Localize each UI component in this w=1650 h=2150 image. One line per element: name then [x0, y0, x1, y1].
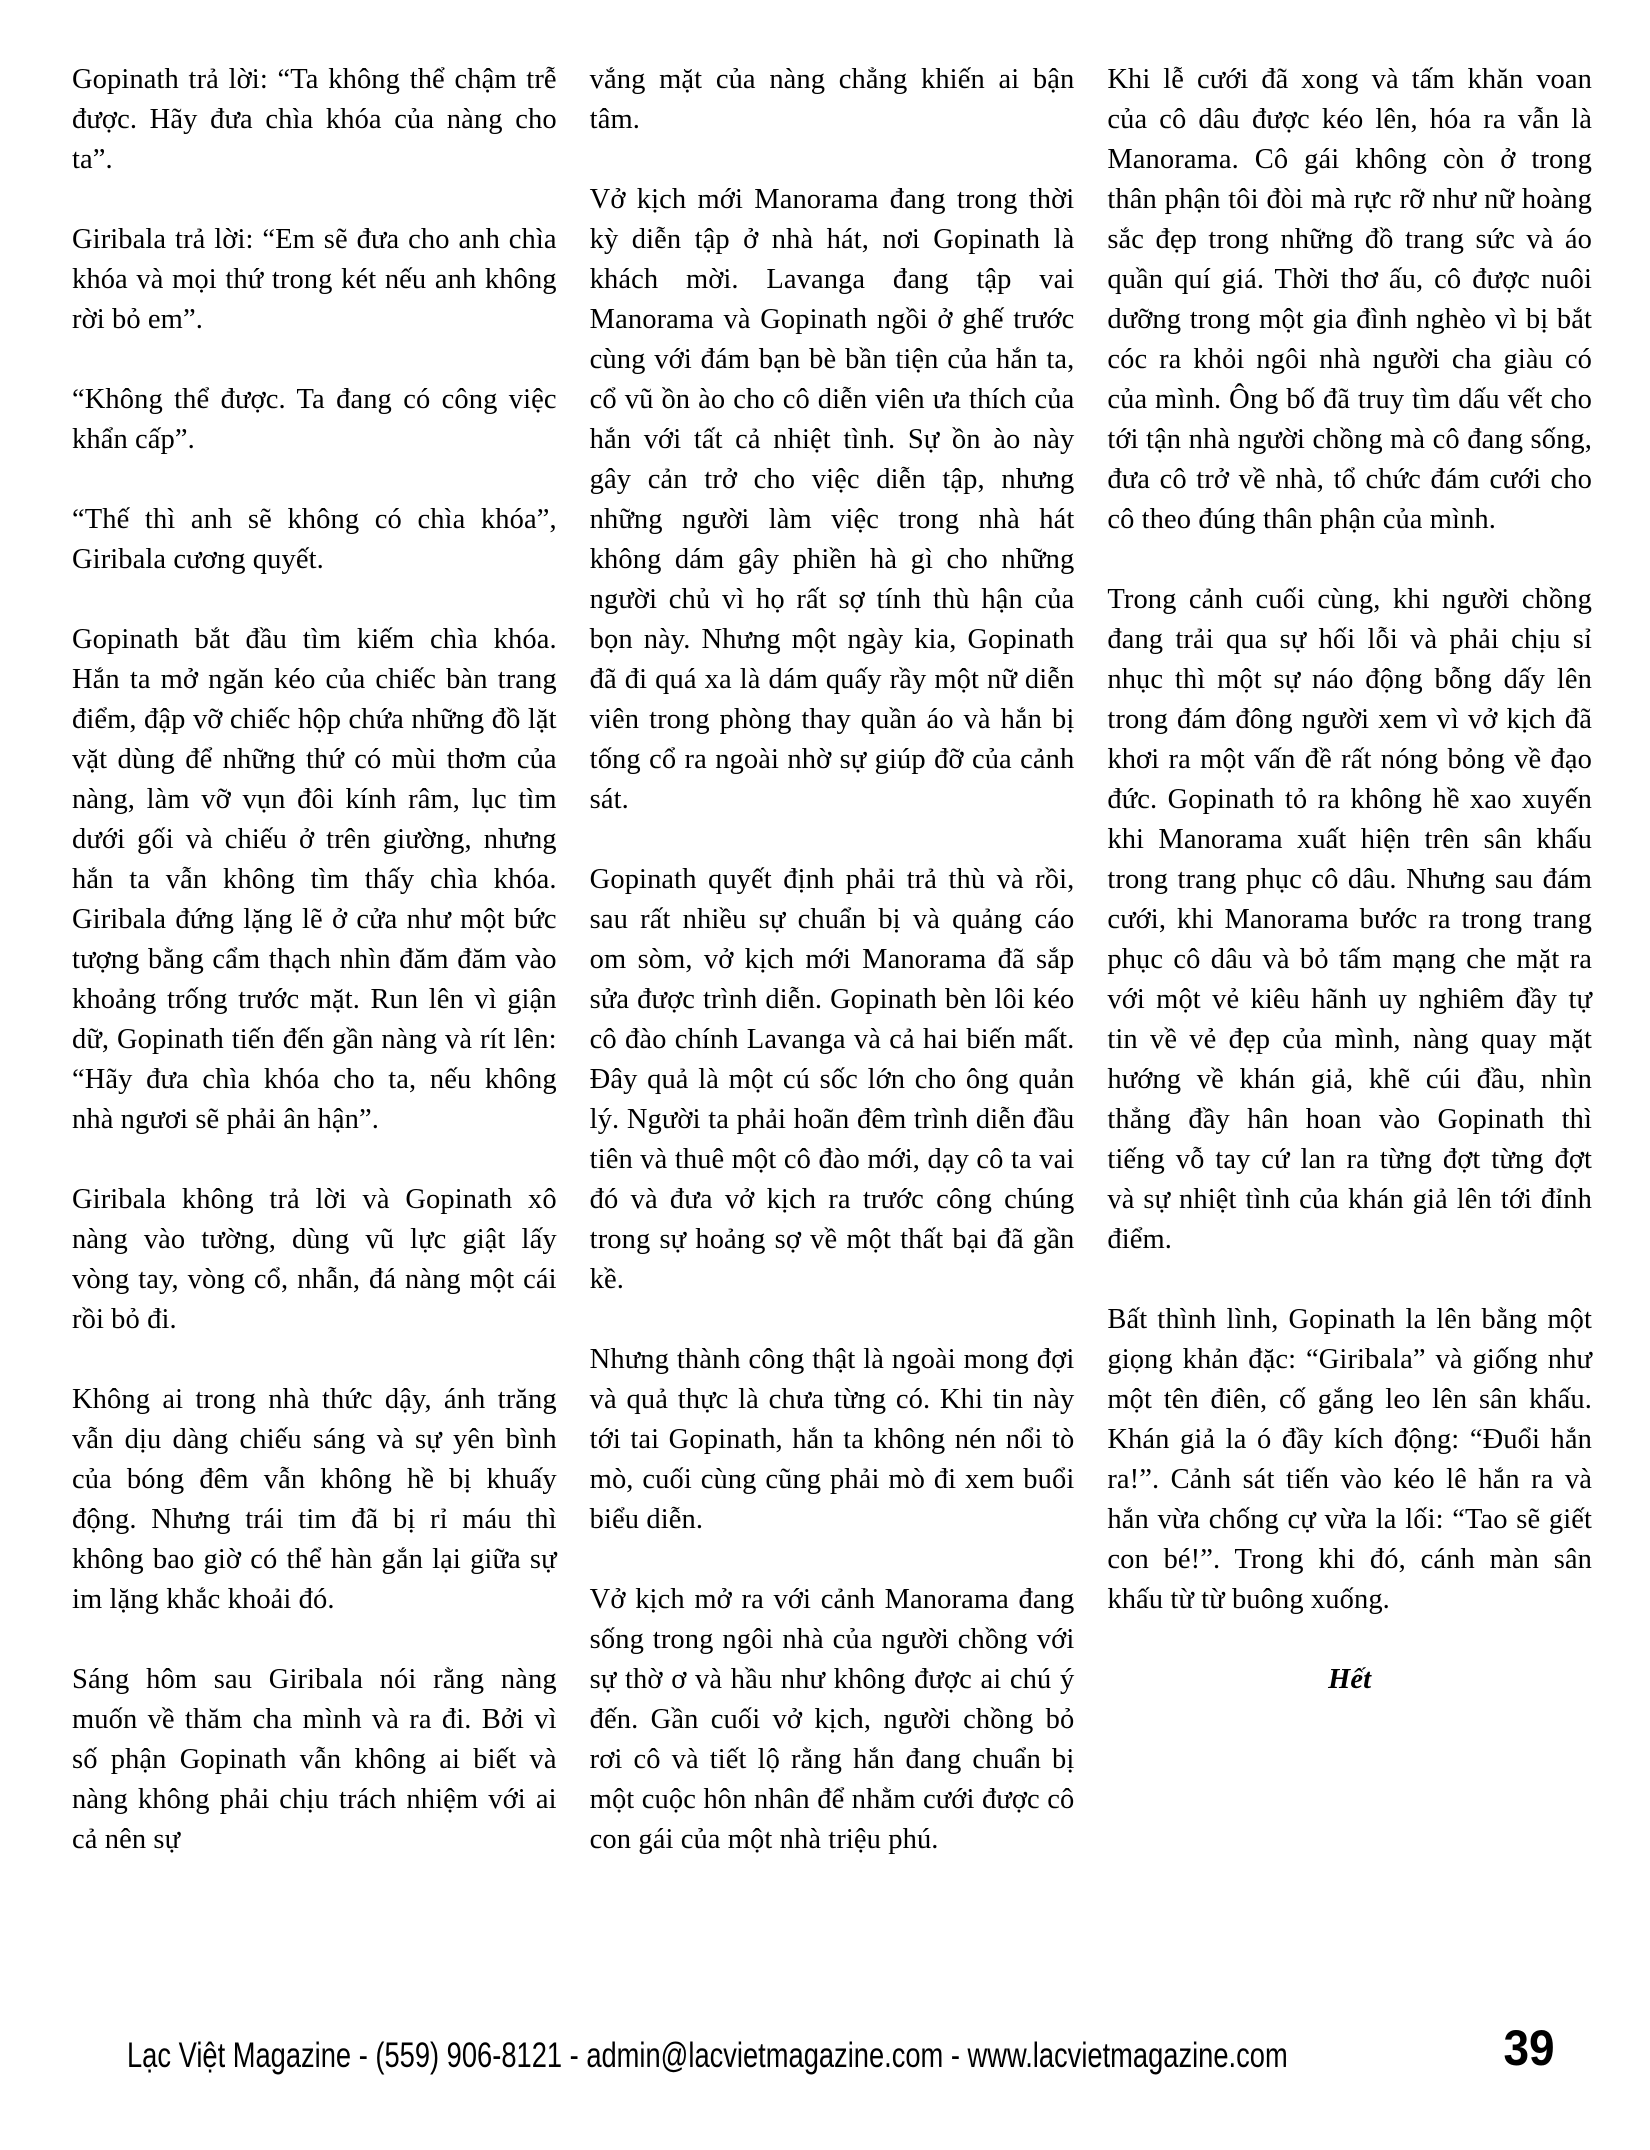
paragraph: Gopinath bắt đầu tìm kiếm chìa khóa. Hắn ta mở ngăn kéo của chiếc bàn trang điểm, đập vỡ chiếc hộp chứa những đồ lặt vặt dùng để những thứ có mùi thơm của nàng, làm vỡ vụn đôi kính râm, lục tìm dưới gối và chiếu ở trên giường, nhưng hắn ta vẫn không tìm thấy chìa khóa. Giribala đứng lặng lẽ ở cửa như một bức tượng bằng cẩm thạch nhìn đăm đăm vào khoảng trống trước mặt. Run lên vì giận dữ, Gopinath tiến đến gần nàng và rít lên: “Hãy đưa chìa khóa cho ta, nếu không nhà ngươi sẽ phải ân hận”.: [72, 624, 557, 1135]
paragraph: Khi lễ cưới đã xong và tấm khăn voan của cô dâu được kéo lên, hóa ra vẫn là Manorama. Cô gái không còn ở trong thân phận tôi đòi mà rực rỡ như nữ hoàng sắc đẹp trong những đồ trang sức và áo quần quí giá. Thời thơ ấu, cô được nuôi dưỡng trong một gia đình nghèo vì bị bắt cóc ra khỏi ngôi nhà người cha giàu có của mình. Ông bố đã truy tìm dấu vết cho tới tận nhà người chồng mà cô đang sống, đưa cô trở về nhà, tổ chức đám cưới cho cô theo đúng thân phận của mình.: [1107, 64, 1593, 535]
paragraph: “Không thể được. Ta đang có công việc khẩn cấp”.: [72, 384, 557, 455]
paragraph: “Thế thì anh sẽ không có chìa khóa”, Giribala cương quyết.: [72, 504, 557, 575]
text-column-2: [590, 60, 1075, 1860]
article-columns: [72, 60, 1592, 1860]
paragraph: Vở kịch mở ra với cảnh Manorama đang sống trong ngôi nhà của người chồng với sự thờ ơ và hầu như không được ai chú ý đến. Gần cuối vở kịch, người chồng bỏ rơi cô và tiết lộ rằng hắn đang chuẩn bị một cuộc hôn nhân để nhằm cưới được cô con gái của một nhà triệu phú.: [589, 1584, 1075, 1855]
paragraph: Vở kịch mới Manorama đang trong thời kỳ diễn tập ở nhà hát, nơi Gopinath là khách mời. Lavanga đang tập vai Manorama và Gopinath ngồi ở ghế trước cùng với đám bạn bè bần tiện của hắn ta, cổ vũ ồn ào cho cô diễn viên ưa thích của hắn với tất cả nhiệt tình. Sự ồn ào này gây cản trở cho việc diễn tập, nhưng những người làm việc trong nhà hát không dám gây phiền hà gì cho những người chủ vì họ rất sợ tính thù hận của bọn này. Nhưng một ngày kia, Gopinath đã đi quá xa là dám quấy rầy một nữ diễn viên trong phòng thay quần áo và hắn bị tống cổ ra ngoài nhờ sự giúp đỡ của cảnh sát.: [589, 184, 1075, 815]
paragraph: Gopinath quyết định phải trả thù và rồi, sau rất nhiều sự chuẩn bị và quảng cáo om sòm, vở kịch mới Manorama đã sắp sửa được trình diễn. Gopinath bèn lôi kéo cô đào chính Lavanga và cả hai biến mất. Đây quả là một cú sốc lớn cho ông quản lý. Người ta phải hoãn đêm trình diễn đầu tiên và thuê một cô đào mới, dạy cô ta vai đó và đưa vở kịch ra trước công chúng trong sự hoảng sợ về một thất bại đã gần kề.: [589, 864, 1075, 1295]
page-number: 39: [1503, 2020, 1555, 2076]
story-end-mark: Hết: [1328, 1664, 1372, 1695]
paragraph: Giribala không trả lời và Gopinath xô nàng vào tường, dùng vũ lực giật lấy vòng tay, vòng cổ, nhẫn, đá nàng một cái rồi bỏ đi.: [72, 1184, 557, 1335]
paragraph: Trong cảnh cuối cùng, khi người chồng đang trải qua sự hối lỗi và phải chịu sỉ nhục thì một sự náo động bỗng dấy lên trong đám đông người xem vì vở kịch đã khơi ra một vấn đề rất nóng bỏng về đạo đức. Gopinath tỏ ra không hề xao xuyến khi Manorama xuất hiện trên sân khấu trong trang phục cô dâu. Nhưng sau đám cưới, khi Manorama bước ra trong trang phục cô dâu và bỏ tấm mạng che mặt ra với một vẻ kiêu hãnh uy nghiêm đầy tự tin về vẻ đẹp của mình, nàng quay mặt hướng về khán giả, khẽ cúi đầu, nhìn thẳng đầy hân hoan vào Gopinath thì tiếng vỗ tay cứ lan ra từng đợt từng đợt và sự nhiệt tình của khán giả lên tới đỉnh điểm.: [1107, 584, 1593, 1255]
paragraph: Gopinath trả lời: “Ta không thể chậm trễ được. Hãy đưa chìa khóa của nàng cho ta”.: [72, 64, 557, 175]
paragraph: Không ai trong nhà thức dậy, ánh trăng vẫn dịu dàng chiếu sáng và sự yên bình của bóng đêm vẫn không hề bị khuấy động. Nhưng trái tim đã bị rỉ máu thì không bao giờ có thể hàn gắn lại giữa sự im lặng khắc khoải đó.: [72, 1384, 557, 1615]
text-column-1: [72, 60, 557, 1860]
text-column-3: [1107, 60, 1592, 1860]
paragraph: Sáng hôm sau Giribala nói rằng nàng muốn về thăm cha mình và ra đi. Bởi vì số phận Gopinath vẫn không ai biết và nàng không phải chịu trách nhiệm với ai cả nên sự: [72, 1664, 557, 1855]
paragraph: Bất thình lình, Gopinath la lên bằng một giọng khản đặc: “Giribala” và giống như một tên điên, cố gắng leo lên sân khấu. Khán giả la ó đầy kích động: “Đuổi hắn ra!”. Cảnh sát tiến vào kéo lê hắn ra và hắn vừa chống cự vừa la lối: “Tao sẽ giết con bé!”. Trong khi đó, cánh màn sân khấu từ từ buông xuống.: [1107, 1304, 1593, 1615]
magazine-contact-line: Lạc Việt Magazine - (559) 906-8121 - admin@lacvietmagazine.com - www.lacvietmagazine.com: [127, 2036, 1288, 2075]
paragraph: Nhưng thành công thật là ngoài mong đợi và quả thực là chưa từng có. Khi tin này tới tai Gopinath, hắn ta không nén nổi tò mò, cuối cùng cũng phải mò đi xem buổi biểu diễn.: [589, 1344, 1075, 1535]
paragraph: Giribala trả lời: “Em sẽ đưa cho anh chìa khóa và mọi thứ trong két nếu anh không rời bỏ em”.: [72, 224, 557, 335]
paragraph: vắng mặt của nàng chẳng khiến ai bận tâm.: [589, 64, 1075, 135]
